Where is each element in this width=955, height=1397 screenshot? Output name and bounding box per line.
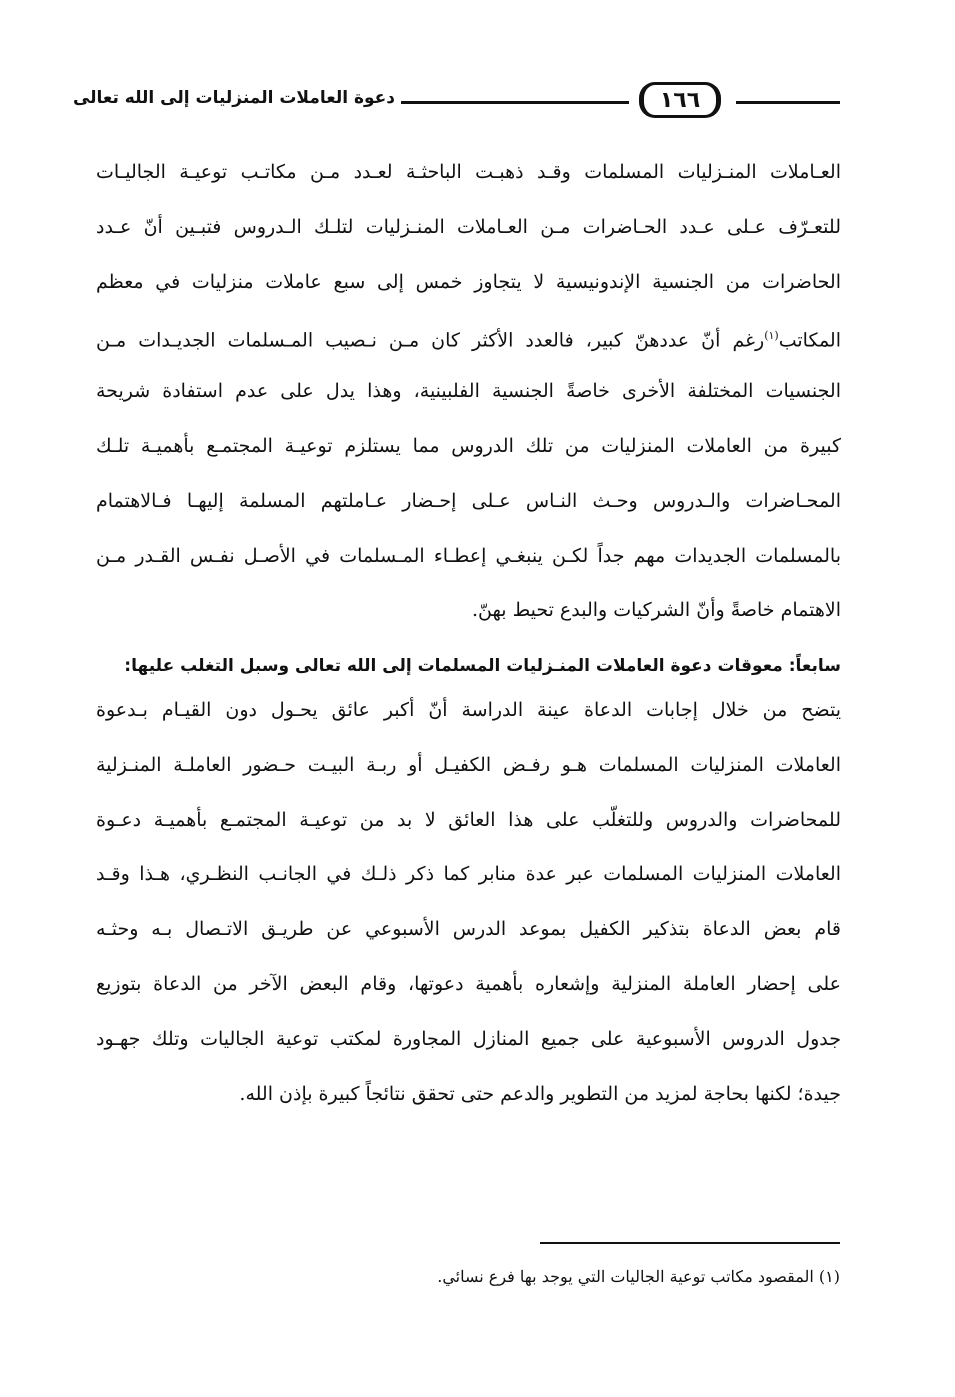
paragraph-2 (96, 690, 841, 1128)
text-line: قام بعض الدعاة بتذكير الكفيل بموعد الدرس الأسبوعي عن طريـق الاتـصال بـه وحثـه (96, 918, 841, 941)
text-line (96, 316, 841, 371)
text-line: جيدة؛ لكنها بحاجة لمزيد من التطوير والدعم حتى تحقق نتائجاً كبيرة بإذن الله. (239, 1082, 841, 1105)
text-line: كبيرة من العاملات المنزليات من تلك الدروس مما يستلزم توعيـة المجتمـع بأهميـة تلـك (96, 434, 841, 457)
text-line: الاهتمام خاصةً وأنّ الشركيات والبدع تحيط بهنّ. (471, 599, 841, 622)
text-line: بالمسلمات الجديدات مهم جداً لكـن ينبغـي إعطـاء المـسلمات في الأصـل نفـس القـدر مـن (96, 544, 841, 567)
text-line: العاملات المنزليات المسلمات هـو رفـض الكفيـل أو ربـة البيـت حـضور العاملـة المنـزلية (96, 753, 841, 776)
page-number (639, 82, 721, 118)
line-rest: رغم أنّ عددهنّ كبير، فالعدد الأكثر كان مـن نـصيب المـسلمات الجديـدات مـن (96, 329, 765, 352)
text-line: الجنسيات المختلفة الأخرى خاصةً الجنسية الفلبينية، وهذا يدل على عدم استفادة شريحة (96, 380, 841, 403)
text-line: العاملات المنزليات المسلمات عبر عدة منابر كما ذكر ذلـك في الجانـب النظـري، هـذا وقـد (96, 863, 841, 886)
section-heading-block (96, 652, 841, 686)
footnote-rule (540, 1242, 840, 1244)
header-rule (736, 101, 840, 104)
running-title: دعوة العاملات المنزليات إلى الله تعالى (72, 88, 395, 108)
paragraph-1 (96, 152, 841, 645)
text-line: العـاملات المنـزليات المسلمات وقـد ذهبـت الباحثـة لعـدد مـن مكاتـب توعيـة الجاليـات (96, 161, 841, 183)
text-line: المحـاضرات والـدروس وحـث النـاس عـلى إحـضار عـاملتهم المسلمة إليهـا فـالاهتمام (96, 489, 841, 512)
running-header (72, 80, 840, 124)
text-line: للتعـرّف عـلى عـدد الحـاضرات مـن العـاملات المنـزليات لتلـك الـدروس فتبـين أنّ عـدد (96, 215, 841, 238)
text-line: للمحاضرات والدروس وللتغلّب على هذا العائق لا بد من توعيـة المجتمـع بأهميـة دعـوة (96, 808, 841, 831)
line-prefix: المكاتب (778, 329, 841, 352)
text-line: على إحضار العاملة المنزلية وإشعاره بأهمية دعوتها، وقام البعض الآخر من الدعاة بتوزيع (96, 972, 841, 995)
footnote: (١) المقصود مكاتب توعية الجاليات التي يوجد بها فرع نسائي. (437, 1267, 840, 1286)
text-line: جدول الدروس الأسبوعية على جميع المنازل المجاورة لمكتب توعية الجاليات وتلك جهـود (96, 1027, 841, 1050)
header-rule (401, 101, 629, 104)
section-heading: سابعاً: معوقات دعوة العاملات المنـزليات المسلمات إلى الله تعالى وسبل التغلب عليها: (124, 656, 841, 676)
text-line: يتضح من خلال إجابات الدعاة عينة الدراسة أنّ أكبر عائق يحـول دون القيـام بـدعوة (96, 699, 841, 721)
page-number-text: ١٦٦ (659, 87, 701, 113)
footnote-reference: (١) (764, 329, 779, 343)
text-line: الحاضرات من الجنسية الإندونيسية لا يتجاوز خمس إلى سبع عاملات منزليات في معظم (96, 270, 841, 293)
